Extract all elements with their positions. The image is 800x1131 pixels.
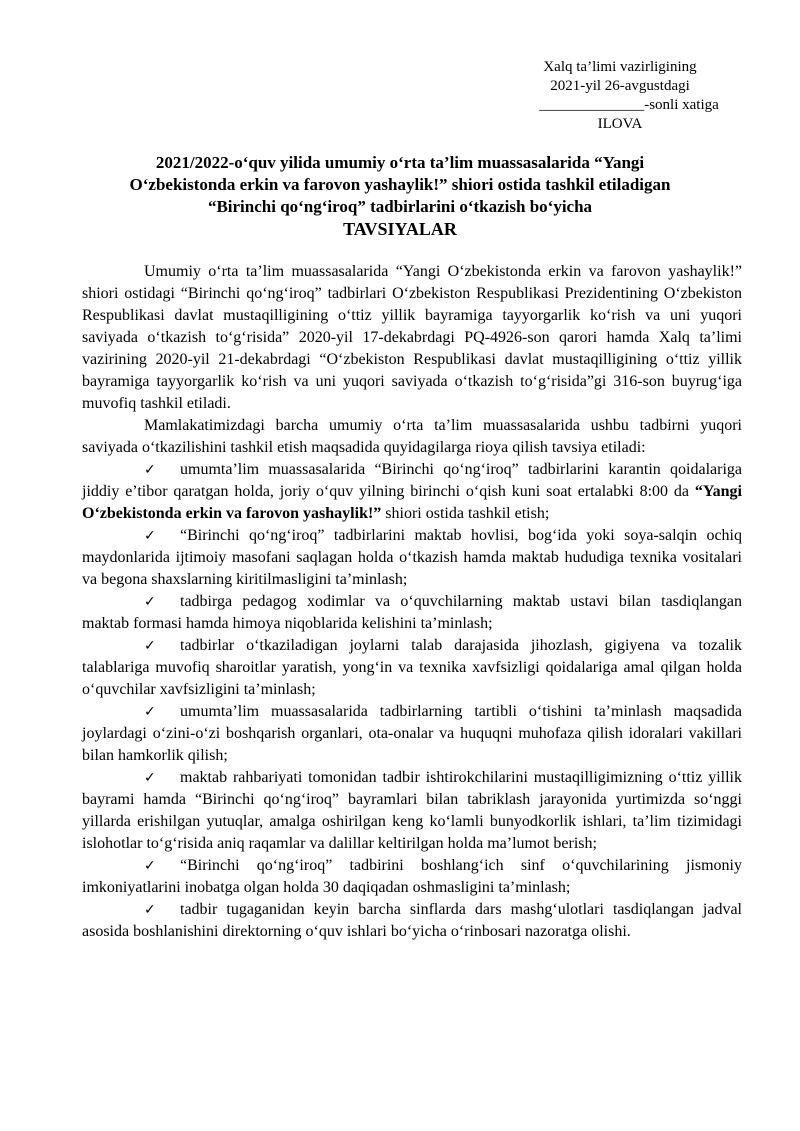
check-mark-icon: ✓ <box>144 902 156 918</box>
list-item <box>82 525 742 591</box>
item-text: tadbirga pedagog xodimlar va o‘quvchilarning maktab ustavi bilan tasdiqlangan maktab formasi hamda himoya niqoblarida kelishini ta’minlash; <box>82 593 742 632</box>
header-ministry-line: Xalq ta’limi vazirligining <box>543 59 697 75</box>
intro-paragraph: Umumiy o‘rta ta’lim muassasalarida “Yangi O‘zbekistonda erkin va farovon yashaylik!” shiori ostidagi “Birinchi qo‘ng‘iroq” tadbirlari O‘zbekiston Respublikasi Prezidentining O‘zbekiston Respublikasi davlat mustaqilligining o‘ttiz yillik bayramiga tayyorgarlik ko‘rish va uni yuqori saviyada o‘tkazish to‘g‘risida” 2020-yil 17-dekabrdagi PQ-4926-son qarori hamda Xalq ta’limi vazirining 2020-yil 21-dekabrdagi “O‘zbekiston Respublikasi davlat mustaqilligining o‘ttiz yillik bayramiga tayyorgarlik ko‘rish va uni yuqori saviyada o‘tkazish to‘g‘risida”gi 316-son buyrug‘iga muvofiq tashkil etiladi. <box>82 263 742 412</box>
list-item <box>82 767 742 855</box>
item-slogan: “Yangi O‘zbekistonda erkin va farovon yashaylik!” <box>82 483 742 522</box>
list-item <box>82 899 742 943</box>
item-text: tadbirlar o‘tkaziladigan joylarni talab darajasida jihozlash, gigiyena va tozalik talablariga muvofiq sharoitlar yaratish, yong‘in va texnika xavfsizligi qoidalariga amal qilgan holda o‘quvchilar xavfsizligini ta’minlash; <box>82 637 742 698</box>
header-letter-number-line: ______________-sonli xatiga <box>539 97 719 113</box>
title-heading: TAVSIYALAR <box>343 219 457 239</box>
item-text: tadbir tugaganidan keyin barcha sinflarda dars mashg‘ulotlari tasdiqlangan jadval asosida boshlanishini direktorning o‘quv ishlari bo‘yicha o‘rinbosari nazoratga olishi. <box>82 901 742 940</box>
header-date-line: 2021-yil 26-avgustdagi <box>550 78 690 94</box>
check-mark-icon: ✓ <box>144 704 156 720</box>
check-mark-icon: ✓ <box>144 462 156 478</box>
list-item <box>82 855 742 899</box>
list-item <box>82 459 742 525</box>
document-title <box>90 152 710 240</box>
item-text: “Birinchi qo‘ng‘iroq” tadbirlarini maktab hovlisi, bog‘ida yoki soya-salqin ochiq maydonlarida ijtimoiy masofani saqlagan holda o‘tkazish hamda maktab hududiga texnika vositalari va begona shaxslarning kiritilmasligini ta’minlash; <box>82 527 742 588</box>
check-mark-icon: ✓ <box>144 594 156 610</box>
header-appendix-label: ILOVA <box>597 116 643 132</box>
check-mark-icon: ✓ <box>144 528 156 544</box>
title-line-1: 2021/2022-o‘quv yilida umumiy o‘rta ta’lim muassasalarida “Yangi <box>155 153 645 172</box>
list-item <box>82 635 742 701</box>
title-line-3: “Birinchi qo‘ng‘iroq” tadbirlarini o‘tkazish bo‘yicha <box>207 197 593 216</box>
item-text: umumta’lim muassasalarida tadbirlarning tartibli o‘tishini ta’minlash maqsadida joylardagi o‘zini-o‘zi boshqarish organlari, ota-onalar va huquqni muhofaza qilish idoralari vakillari bilan hamkorlik qilish; <box>82 703 742 764</box>
check-mark-icon: ✓ <box>144 638 156 654</box>
title-line-2: O‘zbekistonda erkin va farovon yashaylik!” shiori ostida tashkil etiladigan <box>129 175 671 194</box>
appendix-header <box>500 58 740 134</box>
list-item <box>82 591 742 635</box>
item-text-end: shiori ostida tashkil etish; <box>381 505 550 522</box>
item-text: maktab rahbariyati tomonidan tadbir ishtirokchilarini mustaqilligimizning o‘ttiz yillik bayrami hamda “Birinchi qo‘ng‘iroq” bayramlari bilan tabriklash jarayonida yurtimizda so‘nggi yillarda erishilgan yutuqlar, amalga oshirilgan keng ko‘lamli bunyodkorlik ishlari, ta’lim tizimidagi islohotlar to‘g‘risida aniq raqamlar va dalillar keltirilgan holda ma’lumot berish; <box>82 769 742 852</box>
check-mark-icon: ✓ <box>144 858 156 874</box>
document-body <box>82 261 742 943</box>
item-text: “Birinchi qo‘ng‘iroq” tadbirini boshlang‘ich sinf o‘quvchilarining jismoniy imkoniyatlarini inobatga olgan holda 30 daqiqadan oshmasligini ta’minlash; <box>82 857 742 896</box>
check-mark-icon: ✓ <box>144 770 156 786</box>
item-text: umumta’lim muassasalarida “Birinchi qo‘ng‘iroq” tadbirlarini karantin qoidalariga jiddiy e’tibor qaratgan holda, joriy o‘quv yilning birinchi o‘qish kuni soat ertalabki 8:00 da <box>82 461 742 500</box>
list-item <box>82 701 742 767</box>
recommendation-paragraph: Mamlakatimizdagi barcha umumiy o‘rta ta’lim muassasalarida ushbu tadbirni yuqori saviyada o‘tkazilishini tashkil etish maqsadida quyidagilarga rioya qilish tavsiya etiladi: <box>82 417 742 456</box>
